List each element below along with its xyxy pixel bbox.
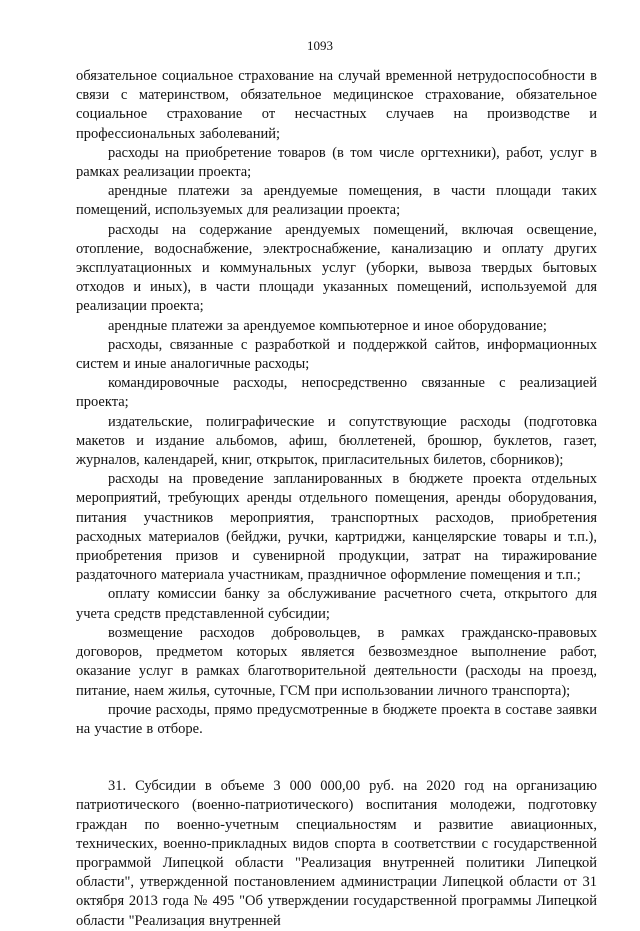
paragraph-equipment-rent: арендные платежи за арендуемое компьютерное и иное оборудование; [108, 317, 547, 334]
paragraph-goods-purchase: расходы на приобретение товаров (в том числе оргтехники), работ, услуг в рамках реализации проекта; [76, 144, 597, 181]
paragraph-websites: расходы, связанные с разработкой и поддержкой сайтов, информационных систем и иные аналогичные расходы; [76, 336, 597, 373]
section-gap [76, 739, 597, 777]
paragraph-premises-maintenance: расходы на содержание арендуемых помещений, включая освещение, отопление, водоснабжение, электроснабжение, канализацию и оплату других эксплуатационных и коммунальных услуг (уборки, вывоза твердых бытовых отходов и иных), в части площади указанных помещений, используемой для реализации проекта; [76, 221, 597, 315]
paragraph-insurance-continuation: обязательное социальное страхование на случай временной нетрудоспособности в связи с материнством, обязательное медицинское страхование, обязательное социальное страхование от несчастных случаев на производстве и профессиональных заболеваний; [76, 68, 597, 142]
paragraph-publishing: издательские, полиграфические и сопутствующие расходы (подготовка макетов и издание альбомов, афиш, бюллетеней, брошюр, буклетов, газет, журналов, календарей, книг, открыток, пригласительных билетов, сборников); [76, 413, 597, 469]
paragraph-section-31: 31. Субсидии в объеме 3 000 000,00 руб. на 2020 год на организацию патриотического (военно-патриотического) воспитания молодежи, подготовку граждан по военно-учетным специальностям и развитие авиационных, технических, военно-прикладных видов спорта в соответствии с государственной программой Липецкой области "Реализация внутренней политики Липецкой области", утвержденной постановлением администрации Липецкой области от 31 октября 2013 года № 495 "Об утверждении государственной программы Липецкой области "Реализация внутренней [76, 778, 597, 929]
paragraph-volunteers: возмещение расходов добровольцев, в рамках гражданско-правовых договоров, предметом которых является безвозмездное выполнение работ, оказание услуг в рамках благотворительной деятельности (расходы на проезд, питание, наем жилья, суточные, ГСМ при использовании личного транспорта); [76, 624, 597, 699]
paragraph-events: расходы на проведение запланированных в бюджете проекта отдельных мероприятий, требующих аренды отдельного помещения, аренды оборудования, питания участников мероприятия, транспортных расходов, приобретения расходных материалов (бейджи, ручки, картриджи, канцелярские товары и т.п.), приобретения призов и сувенирной продукции, затрат на тиражирование раздаточного материала участникам, праздничное оформление помещения и т.п.; [76, 471, 597, 584]
document-body [76, 67, 597, 931]
paragraph-travel-expenses: командировочные расходы, непосредственно связанные с реализацией проекта; [76, 375, 597, 411]
page-number: 1093 [307, 38, 333, 53]
paragraph-other-expenses: прочие расходы, прямо предусмотренные в бюджете проекта в составе заявки на участие в отборе. [76, 701, 597, 737]
paragraph-premises-rent: арендные платежи за арендуемые помещения, в части площади таких помещений, используемых для реализации проекта; [76, 183, 597, 219]
paragraph-bank-fee: оплату комиссии банку за обслуживание расчетного счета, открытого для учета средств представленной субсидии; [76, 586, 597, 622]
